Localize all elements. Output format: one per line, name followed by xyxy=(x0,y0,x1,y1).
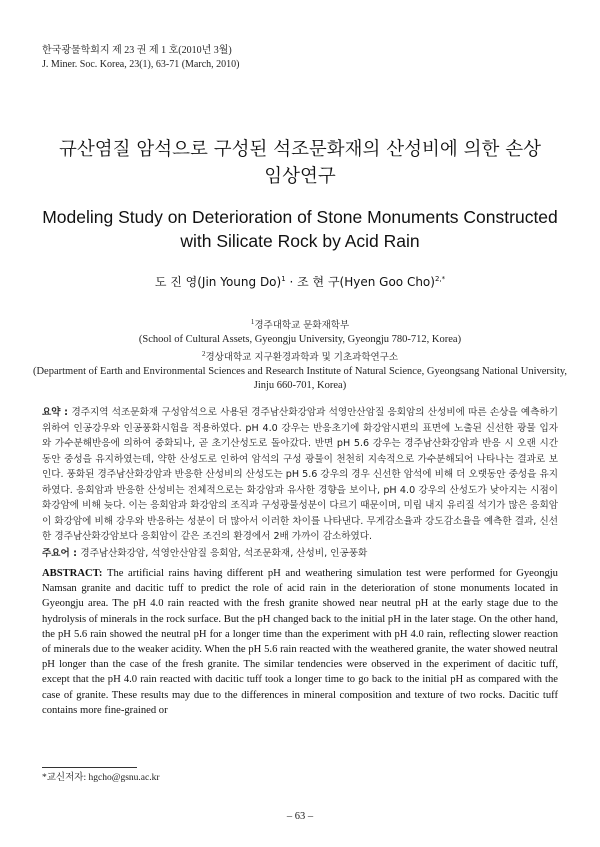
affiliation-1-mark: 1 xyxy=(250,318,255,326)
title-korean-line-1: 규산염질 암석으로 구성된 석조문화재의 산성비에 의한 손상 xyxy=(58,139,542,160)
corresponding-author-footnote: *교신저자: hgcho@gsnu.ac.kr xyxy=(42,773,160,783)
author-1-affiliation-mark: 1 xyxy=(281,275,286,283)
keywords-korean xyxy=(42,546,558,561)
page-number: – 63 – xyxy=(286,811,314,822)
affiliation-1-kr xyxy=(25,315,575,333)
affiliation-2-kr xyxy=(25,347,575,365)
keywords-text: 경주남산화강암, 석영안산암질 응회암, 석조문화재, 산성비, 인공풍화 xyxy=(80,548,368,559)
title-english-line-2: with Silicate Rock by Acid Rain xyxy=(180,231,420,251)
abstract-korean xyxy=(42,405,558,545)
affiliation-1-en: (School of Cultural Assets, Gyeongju University, Gyeongju 780-712, Korea) xyxy=(138,334,462,345)
affiliation-1-kr-text: 경주대학교 문화재학부 xyxy=(254,320,350,331)
author-list xyxy=(0,271,600,290)
author-2: 조 현 구(Hyen Goo Cho) xyxy=(297,275,435,289)
affiliation-2-en: (Department of Earth and Environmental Sciences and Research Institute of Natural Science, Gyeongsang National University, Jinju 660-701, Korea) xyxy=(32,366,568,391)
title-korean xyxy=(0,136,600,190)
author-separator: · xyxy=(285,275,298,289)
affiliations xyxy=(25,315,575,393)
title-english xyxy=(0,205,600,253)
journal-header xyxy=(42,44,239,72)
journal-citation-en: J. Miner. Soc. Korea, 23(1), 63-71 (March, 2010) xyxy=(42,59,240,70)
abstract-korean-label: 요약 : xyxy=(42,407,72,418)
abstract-english-label: ABSTRACT: xyxy=(42,568,107,579)
affiliation-2-mark: 2 xyxy=(201,350,206,358)
abstract-english xyxy=(42,566,558,718)
title-english-line-1: Modeling Study on Deterioration of Stone Monuments Constructed xyxy=(42,207,558,227)
author-2-affiliation-mark: 2,* xyxy=(434,275,446,283)
abstract-korean-text: 경주지역 석조문화재 구성암석으로 사용된 경주남산화강암과 석영안산암질 응회암의 산성비에 따른 손상을 예측하기 위하여 인공강우와 인공풍화시험을 적용하였다. pH 4.0 강우는 반응초기에 화강암시편의 표면에 노출된 신선한 광물 입자와 가수분해반응에 의하여 중화되나, 곧 초기산성도로 돌아갔다. 반면 pH 5.6 강우는 경주남산화강암과 반응 시 오랜 시간 동안 중성을 유지하였는데, 약한 산성도로 인하여 암석의 구성 광물이 천천히 지속적으로 가수분해되어 나타나는 결과로 보인다. 풍화된 경주남산화강암과 반응한 산성비의 산성도는 pH 5.6 강우의 경우 신선한 암석에 비해 더 오랫동안 중성을 유지하였다. 응회암과 반응한 산성비는 전체적으로는 화강암과 유사한 경향을 보이나, pH 4.0 강우의 산성도가 낮아지는 시점이 화강암에 비해 늦다. 이는 응회암과 화강암의 조직과 구성광물성분이 다르기 때문이며, 미립 내지 유리질 석기가 많은 응회암이 화강암에 비해 강우와 반응하는 성분이 더 많아서 이러한 차이를 나타낸다. 무게감소율과 강도감소율을 예측한 결과, 신선한 경주남산화강암보다 응회암이 같은 조건의 환경에서 2배 가까이 감소하였다. xyxy=(42,407,558,543)
abstract-english-text: The artificial rains having different pH and weathering simulation test were performed for Gyeongju Namsan granite and dacitic tuff to predict the role of acid rain in the deterioration of stone monuments located in Gyeongju area. The pH 4.0 rain reacted with the fresh granite showed near neutral pH at the early stage due to the hydrolysis of minerals in the rock surface. But the pH changed back to the initial pH in the later stage. On the other hand, the pH 5.6 rain showed the neutral pH for a longer time than the experiment with pH 4.0 rain, reflecting slower reaction of minerals due to the weaker acidity. When the pH 5.6 rain reacted with the weathered granite, the water showed neutral pH longer than the case of the fresh granite. The similar tendencies were observed in the experiment of dacitic tuff, except that the pH 4.0 rain reacted with dacitic tuff took a longer time to go back to the initial pH as compared with the case of granite. These results may due to the differences in mineral composition and texture of two rocks. Dacitic tuff contains more fine-grained or xyxy=(42,568,558,716)
author-1: 도 진 영(Jin Young Do) xyxy=(154,275,282,289)
affiliation-2-kr-text: 경상대학교 지구환경과학과 및 기초과학연구소 xyxy=(205,352,399,363)
journal-citation-kr: 한국광물학회지 제 23 권 제 1 호(2010년 3월) xyxy=(42,45,232,56)
footnote-divider xyxy=(42,767,137,768)
keywords-label: 주요어 : xyxy=(42,548,81,559)
title-korean-line-2: 임상연구 xyxy=(264,166,336,187)
